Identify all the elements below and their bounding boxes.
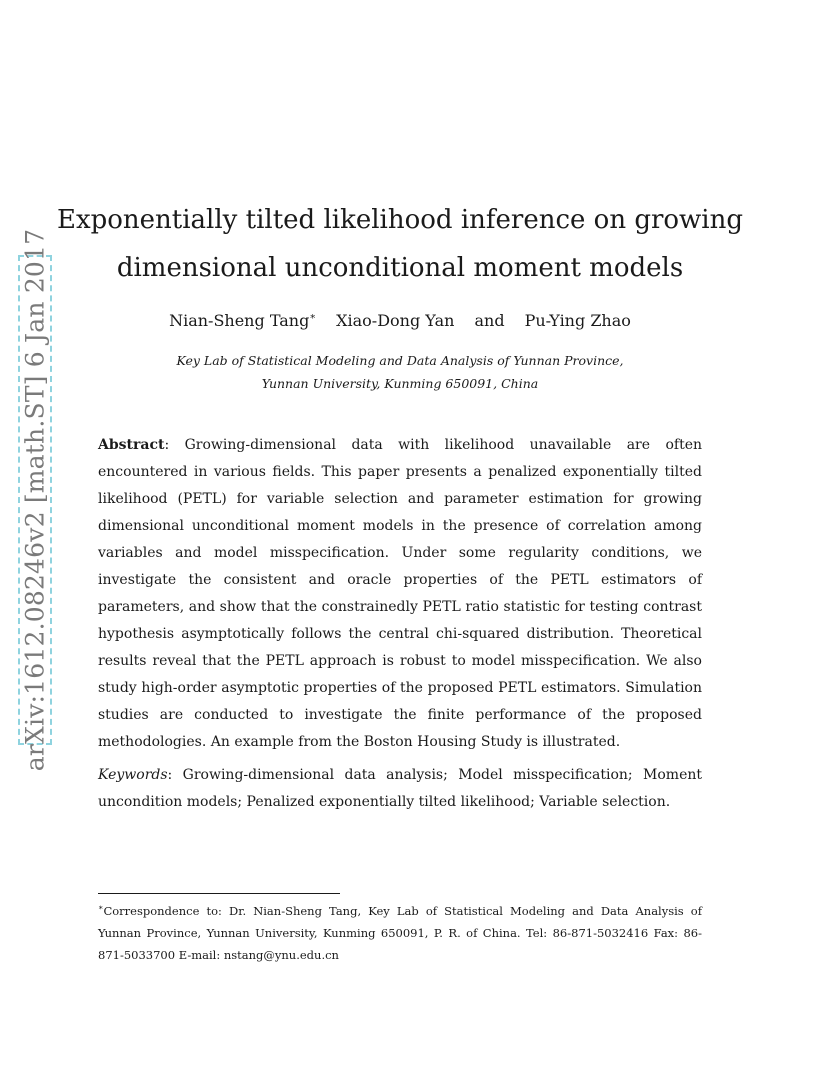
author-footnote-mark: ∗ <box>309 311 317 323</box>
footnote <box>98 897 702 966</box>
author-name: Xiao-Dong Yan <box>336 311 455 330</box>
author-conjunction: and <box>474 311 505 330</box>
paper-title <box>0 196 800 292</box>
keywords-text: : Growing-dimensional data analysis; Model misspecification; Moment uncondition models; Penalized exponentially tilted likelihood; Variable selection. <box>98 767 702 810</box>
footnote-mark: ∗ <box>98 903 104 912</box>
author-list <box>0 311 800 330</box>
affiliation <box>0 349 800 395</box>
keywords-label: Keywords <box>98 767 168 783</box>
abstract <box>98 432 702 756</box>
paper-title-line-2: dimensional unconditional moment models <box>116 253 684 283</box>
author-name: Pu-Ying Zhao <box>524 311 631 330</box>
affiliation-line: Key Lab of Statistical Modeling and Data Analysis of Yunnan Province, <box>176 353 624 368</box>
footnote-text: Correspondence to: Dr. Nian-Sheng Tang, Key Lab of Statistical Modeling and Data Analysis of Yunnan Province, Yunnan University, Kunming 650091, P. R. of China. Tel: 86-871-5032416 Fax: 86-871-5033700 E-mail: nstang@ynu.edu.cn <box>98 903 702 962</box>
paper-title-line-1: Exponentially tilted likelihood inference on growing <box>56 205 744 235</box>
affiliation-line: Yunnan University, Kunming 650091, China <box>261 376 539 391</box>
footnote-divider <box>98 893 340 894</box>
author-name: Nian-Sheng Tang <box>169 311 310 330</box>
arxiv-identifier: arXiv:1612.08246v2 [math.ST] 6 Jan 2017 <box>20 228 50 772</box>
abstract-text: : Growing-dimensional data with likelihood unavailable are often encountered in various fields. This paper presents a penalized exponentially tilted likelihood (PETL) for variable selection and parameter estimation for growing dimensional unconditional moment models in the presence of correlation among variables and model misspecification. Under some regularity conditions, we investigate the consistent and oracle properties of the PETL estimators of parameters, and show that the constrainedly PETL ratio statistic for testing contrast hypothesis asymptotically follows the central chi-squared distribution. Theoretical results reveal that the PETL approach is robust to model misspecification. We also study high-order asymptotic properties of the proposed PETL estimators. Simulation studies are conducted to investigate the finite performance of the proposed methodologies. An example from the Boston Housing Study is illustrated. <box>98 437 702 750</box>
keywords <box>98 762 702 816</box>
abstract-label: Abstract <box>98 437 165 453</box>
